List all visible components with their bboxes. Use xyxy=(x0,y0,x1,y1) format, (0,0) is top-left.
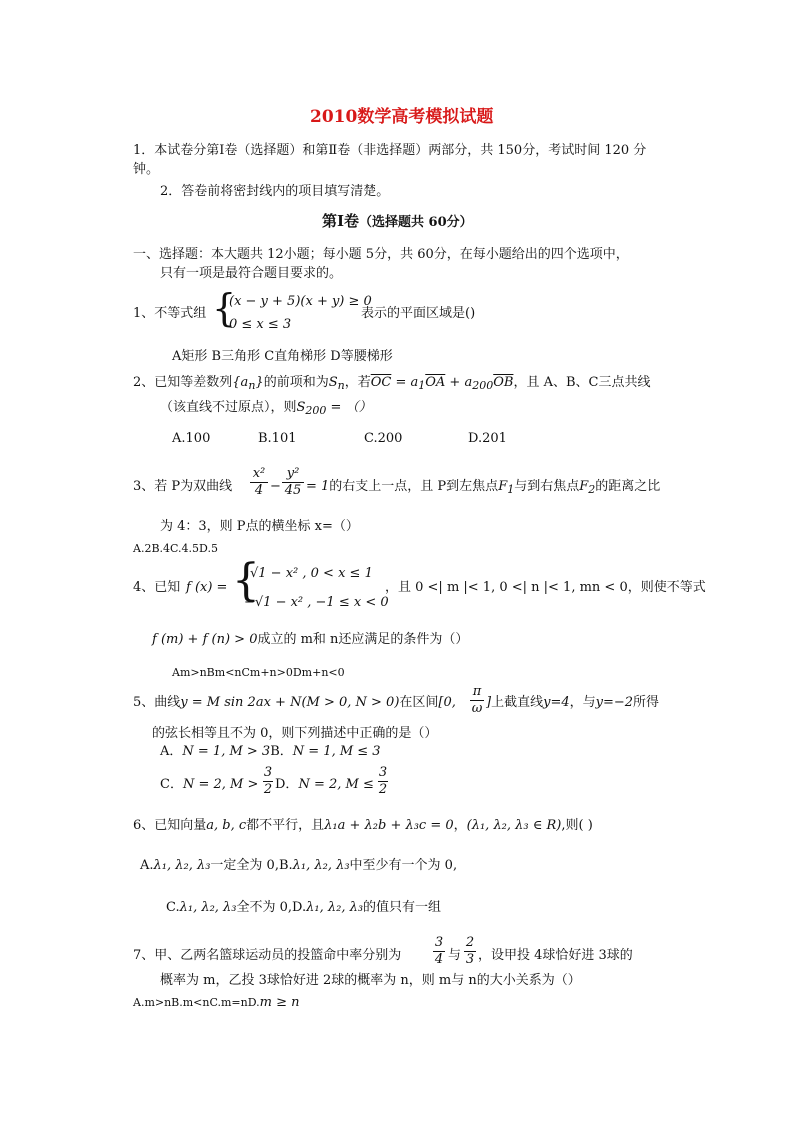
q1-prefix: 1、不等式组 xyxy=(133,306,207,321)
q3-line-2: 为 4：3，则 P点的横坐标 x=（） xyxy=(160,519,359,534)
q4-condition: ，且 0 <| m |< 1, 0 <| n |< 1, mn < 0，则使不等式 xyxy=(385,580,706,595)
section-heading: 第Ⅰ卷（选择题共 60分） xyxy=(322,212,473,230)
q2-option-c: C.200 xyxy=(364,431,403,446)
q6-options-cd: C.λ₁, λ₂, λ₃全不为 0,D.λ₁, λ₂, λ₃的值只有一组 xyxy=(166,900,442,915)
q5-frac-c: $\frac{3}{2}$ xyxy=(263,765,273,797)
q6-line-1: 6、已知向量a, b, c都不平行，且λ₁a + λ₂b + λ₃c = 0，(λ₁, λ₂, λ₃ ∈ R),则( ) xyxy=(133,818,593,833)
q1-ineq-1: (x − y + 5)(x + y) ≥ 0 xyxy=(229,294,372,309)
q4-case-2: −√1 − x² , −1 ≤ x < 0 xyxy=(244,595,389,610)
q5-frac-d: $\frac{3}{2}$ xyxy=(378,765,388,797)
q5-line-1b: ]上截直线y=4，与y=−2所得 xyxy=(486,695,660,710)
q3-fraction-1: $\frac{\text{x²}}{4}$ xyxy=(250,466,268,499)
q7-options: A.m>nB.m<nC.m=nD.m ≥ n xyxy=(133,995,300,1010)
q4-case-1: √1 − x² , 0 < x ≤ 1 xyxy=(250,566,373,581)
instruction-1: 1．本试卷分第Ⅰ卷（选择题）和第Ⅱ卷（非选择题）两部分，共 150分，考试时间 120 分 xyxy=(133,143,647,158)
q2-option-d: D.201 xyxy=(468,431,507,446)
q3-line-1: = 1的右支上一点，且 P到左焦点$F_1$与到右焦点$F_2$的距离之比 xyxy=(306,479,661,496)
q4-line-2: f (m) + f (n) > 0成立的 m和 n还应满足的条件为（） xyxy=(152,632,469,647)
q1-suffix: 表示的平面区域是() xyxy=(361,306,476,321)
q7-line-1-tail: ，设甲投 4球恰好进 3球的 xyxy=(478,948,633,963)
q3-fraction-2: $\frac{\text{y²}}{45}$ xyxy=(282,466,304,499)
q3-minus: − xyxy=(270,479,281,494)
q5-option-d: D．N = 2, M ≤ xyxy=(275,777,374,792)
part-intro-1: 一、选择题：本大题共 12小题；每小题 5分，共 60分，在每小题给出的四个选项中， xyxy=(133,247,629,262)
q5-line-2: 的弦长相等且不为 0，则下列描述中正确的是（） xyxy=(152,726,438,741)
q7-prefix: 7、甲、乙两名篮球运动员的投篮命中率分别为 xyxy=(133,948,402,963)
q1-brace: { xyxy=(212,286,237,330)
q5-pi-over-omega: $\frac{\pi}{\omega}$ xyxy=(471,684,483,716)
q4-brace: { xyxy=(232,555,260,606)
q3-prefix: 3、若 P为双曲线 xyxy=(133,479,233,494)
q1-ineq-2: 0 ≤ x ≤ 3 xyxy=(229,317,292,332)
q2-line-1: 2、已知等差数列$\{a_n\}$的前项和为$S_n$，若$\overline{OC} = a_1\overline{OA} + a_{200}\overline{OB}$，且 A、B、C三点共线 xyxy=(133,375,651,392)
q7-line-2: 概率为 m，乙投 3球恰好进 2球的概率为 n，则 m与 n的大小关系为（） xyxy=(160,973,581,988)
q2-line-2: （该直线不过原点），则$S_{200}$ = （） xyxy=(160,400,372,417)
q2-option-b: B.101 xyxy=(258,431,297,446)
q7-fraction-1: $\frac{3}{4}$ xyxy=(434,935,444,967)
q6-options-ab: A.λ₁, λ₂, λ₃一定全为 0,B.λ₁, λ₂, λ₃中至少有一个为 0, xyxy=(140,858,458,873)
q2-option-a: A.100 xyxy=(172,431,211,446)
q3-options: A.2B.4C.4.5D.5 xyxy=(133,542,218,555)
instruction-2: 2．答卷前将密封线内的项目填写清楚。 xyxy=(160,184,390,199)
q5-line-1a: 5、曲线y = M sin 2ax + N(M > 0, N > 0)在区间[0, xyxy=(133,695,456,710)
q1-options: A矩形 B三角形 C直角梯形 D等腰梯形 xyxy=(172,349,393,364)
part-intro-2: 只有一项是最符合题目要求的。 xyxy=(160,266,343,281)
instruction-1-cont: 钟。 xyxy=(133,162,160,177)
page-title: 2010数学高考模拟试题 xyxy=(310,107,494,127)
q5-option-c: C．N = 2, M > xyxy=(160,777,259,792)
q4-prefix: 4、已知 xyxy=(133,580,181,595)
q5-options-ab: A．N = 1, M > 3B．N = 1, M ≤ 3 xyxy=(160,744,381,759)
q4-options: Am>nBm<nCm+n>0Dm+n<0 xyxy=(172,666,345,679)
q7-yu: 与 xyxy=(448,948,462,963)
q7-fraction-2: $\frac{2}{3}$ xyxy=(465,935,475,967)
q4-fx: f (x) = xyxy=(186,580,228,595)
